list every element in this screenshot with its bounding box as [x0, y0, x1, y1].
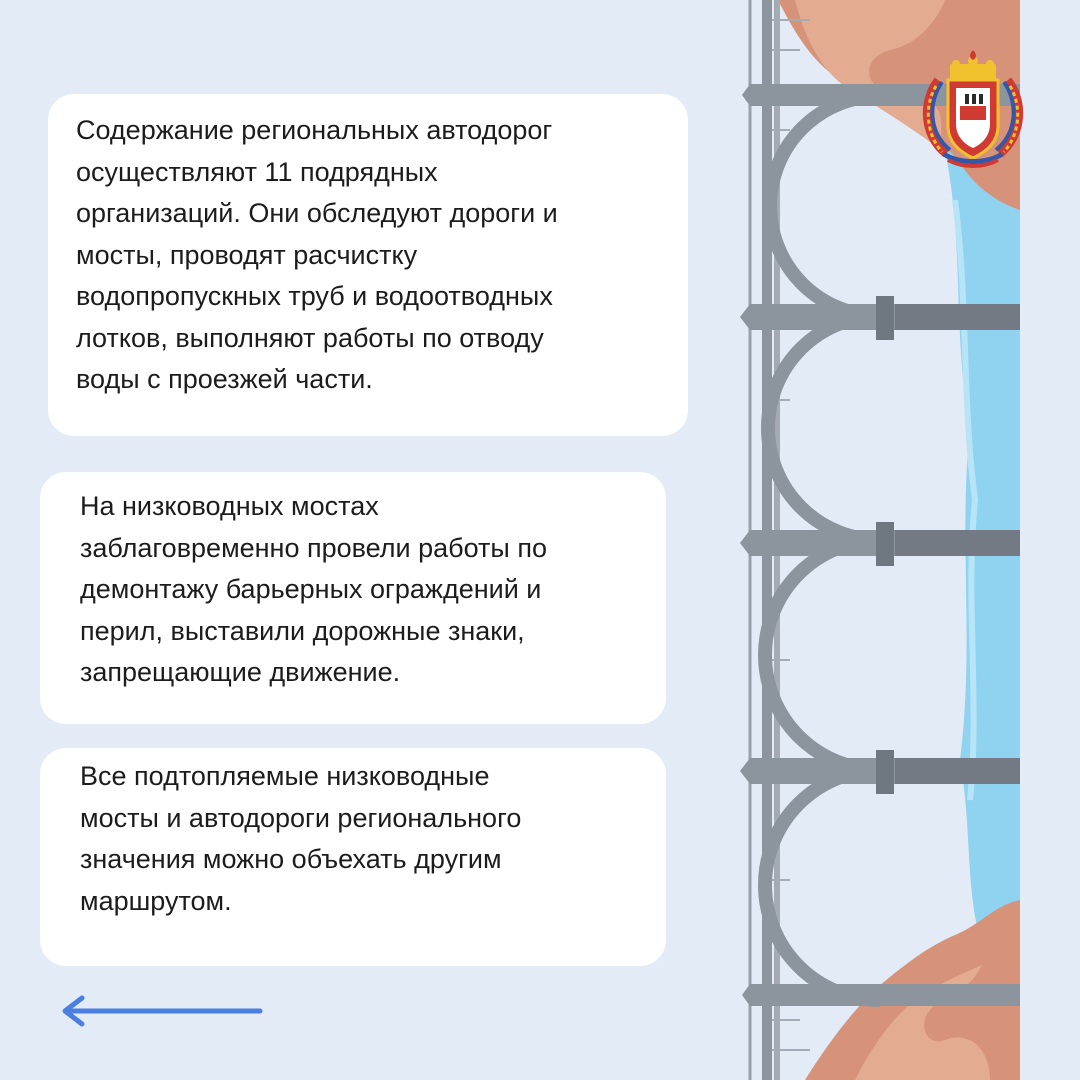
- arrow-left-icon[interactable]: [56, 992, 266, 1030]
- info-card-text: Содержание региональных автодорог осуществляют 11 подрядных организаций. Они обследуют дороги и мосты, проводят расчистку водопропускных труб и водоотводных лотков, выполняют работы по отводу воды с проезжей части.: [76, 115, 558, 394]
- info-card-text: На низководных мостах заблаговременно провели работы по демонтажу барьерных ограждений и перил, выставили дорожные знаки, запрещающие движение.: [80, 491, 547, 687]
- info-card-contractors: [48, 94, 688, 436]
- info-card-text: Все подтопляемые низководные мосты и автодороги регионального значения можно объехать другим маршрутом.: [80, 761, 522, 916]
- info-card-low-water-bridges: [40, 472, 666, 724]
- info-card-detours: [40, 748, 666, 966]
- coat-of-arms-icon: [918, 50, 1028, 168]
